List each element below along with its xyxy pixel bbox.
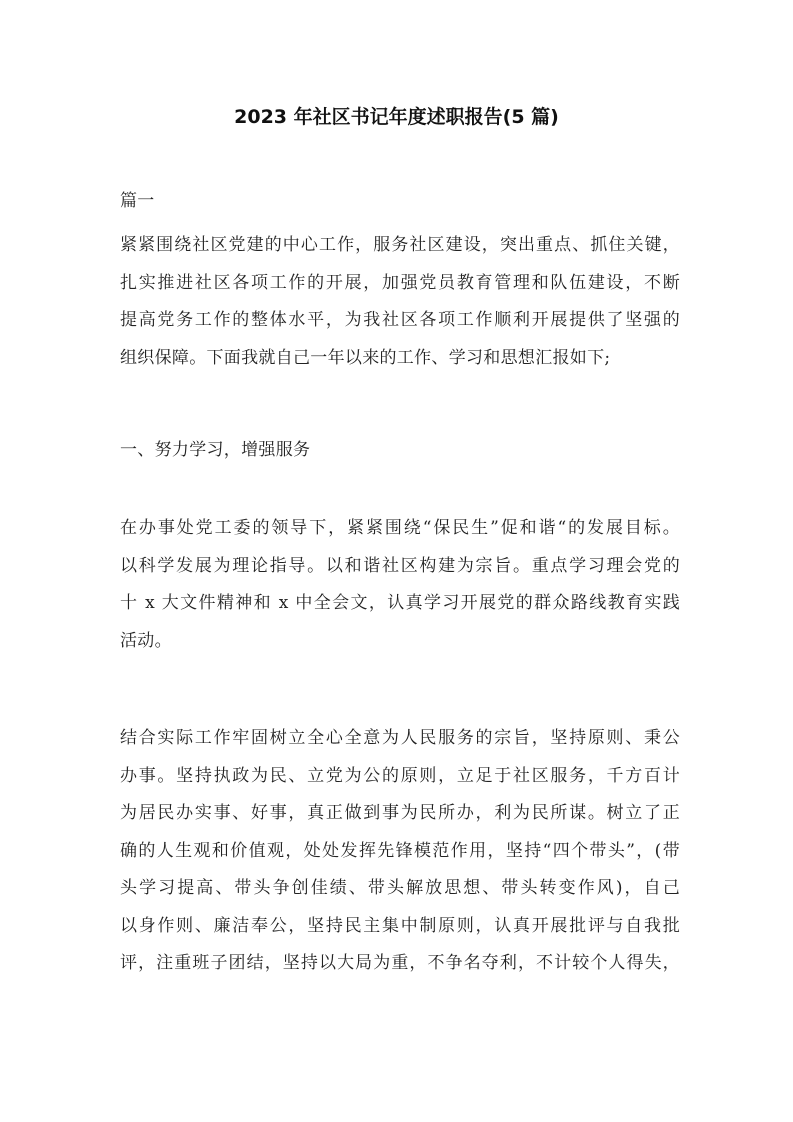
paragraph-line: 结合实际工作牢固树立全心全意为人民服务的宗旨，坚持原则、秉公 bbox=[120, 728, 680, 748]
paragraph-line: 提高党务工作的整体水平，为我社区各项工作顺利开展提供了坚强的 bbox=[120, 310, 680, 330]
paragraph-1 bbox=[120, 227, 680, 377]
document-title: 2023 年社区书记年度述职报告(5 篇) bbox=[234, 106, 559, 128]
paragraph-line: 评，注重班子团结，坚持以大局为重，不争名夺利，不计较个人得失， bbox=[120, 953, 680, 973]
paragraph-line: 以身作则、廉洁奉公，坚持民主集中制原则，认真开展批评与自我批 bbox=[120, 915, 680, 936]
paragraph-line: 紧紧围绕社区党建的中心工作，服务社区建设，突出重点、抓住关键， bbox=[120, 235, 680, 255]
paragraph-line: 十 x 大文件精神和 x 中全会文，认真学习开展党的群众路线教育实践 bbox=[120, 593, 680, 613]
paragraph-line: 活动。 bbox=[120, 630, 172, 651]
paragraph-line: 确的人生观和价值观，处处发挥先锋模范作用，坚持“四个带头”，(带 bbox=[120, 840, 680, 861]
section-heading-text: 一、努力学习，增强服务 bbox=[120, 440, 311, 460]
section-heading bbox=[120, 432, 680, 470]
section-label-block bbox=[120, 183, 680, 221]
paragraph-line: 为居民办实事、好事，真正做到事为民所办，利为民所谋。树立了正 bbox=[120, 803, 680, 823]
paragraph-line: 扎实推进社区各项工作的开展，加强党员教育管理和队伍建设，不断 bbox=[120, 272, 680, 293]
paragraph-line: 在办事处党工委的领导下，紧紧围绕“保民生”促和谐“的发展目标。 bbox=[120, 518, 680, 538]
section-label: 篇一 bbox=[120, 191, 155, 211]
paragraph-line: 办事。坚持执政为民、立党为公的原则，立足于社区服务，千方百计 bbox=[120, 765, 680, 786]
paragraph-line: 头学习提高、带头争创佳绩、带头解放思想、带头转变作风)，自己 bbox=[120, 878, 680, 898]
paragraph-line: 以科学发展为理论指导。以和谐社区构建为宗旨。重点学习理会党的 bbox=[120, 555, 680, 576]
paragraph-2 bbox=[120, 510, 680, 660]
paragraph-line: 组织保障。下面我就自己一年以来的工作、学习和思想汇报如下; bbox=[120, 347, 611, 368]
paragraph-3 bbox=[120, 720, 680, 983]
